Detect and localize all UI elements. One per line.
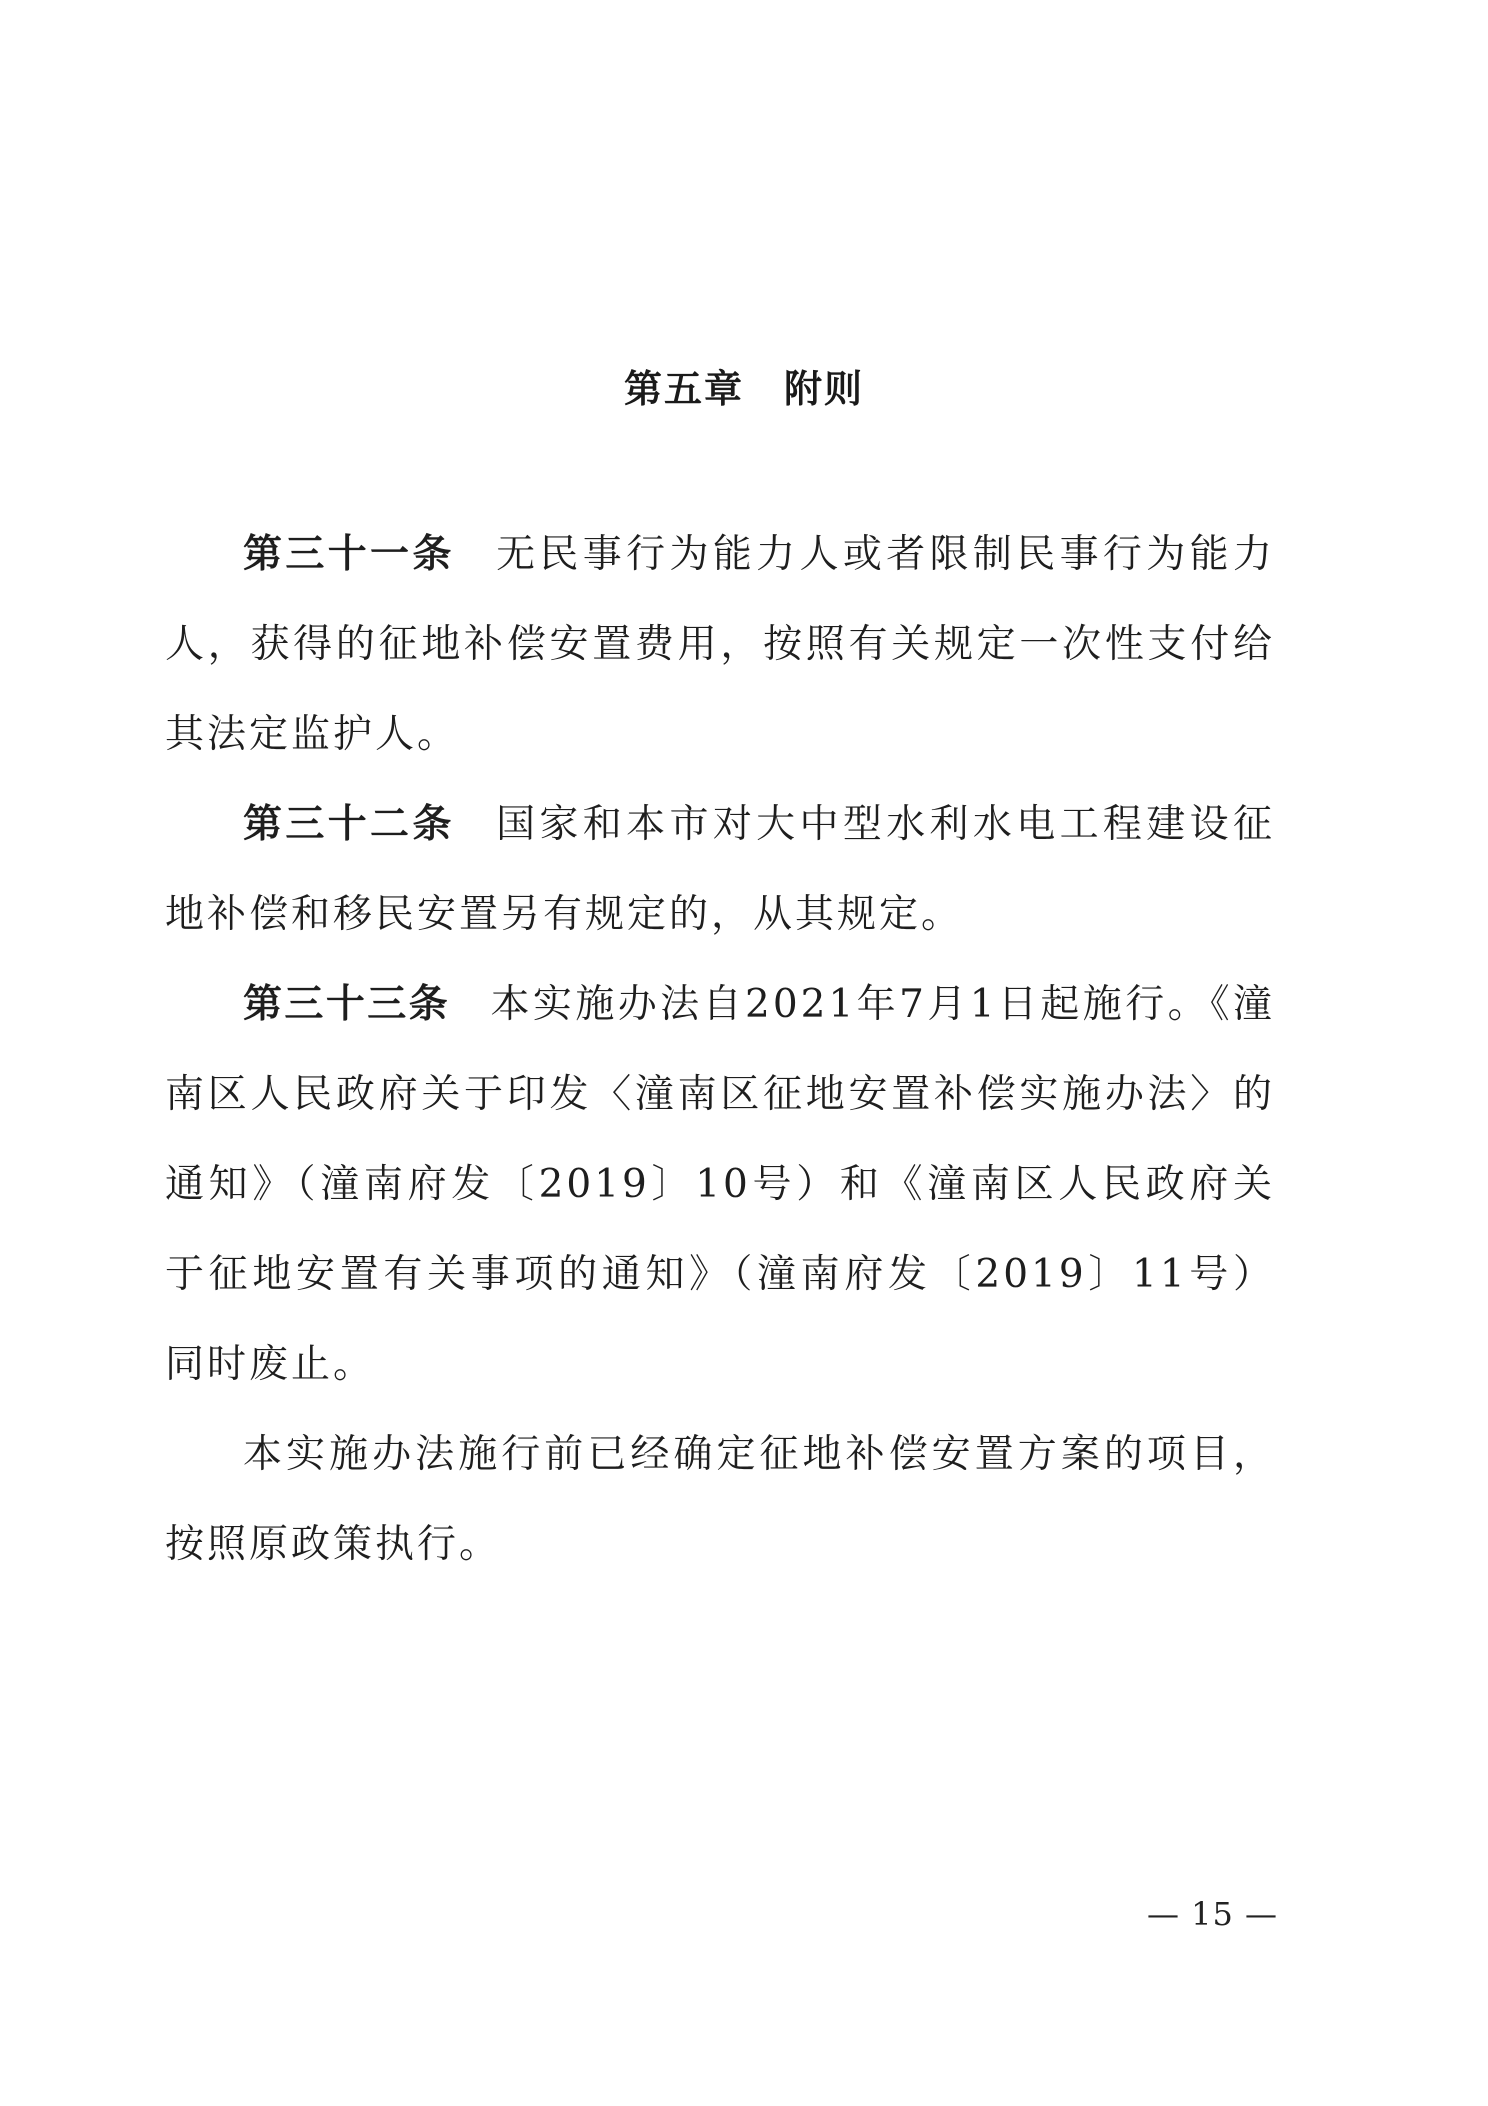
article-32-text: 国家和本市对大中型水利水电工程建设征地补偿和移民安置另有规定的，从其规定。 [165, 802, 1275, 937]
article-33-text: 本实施办法自2021年7月1日起施行。《潼南区人民政府关于印发〈潼南区征地安置补偿实施办法〉的通知》（潼南府发〔2019〕10号）和《潼南区人民政府关于征地安置有关事项的通知》（潼南府发〔2019〕11号）同时废止。 [165, 982, 1275, 1387]
closing-paragraph: 本实施办法施行前已经确定征地补偿安置方案的项目，按照原政策执行。 [165, 1432, 1275, 1567]
page-number: — 15 — [1146, 1895, 1278, 1933]
article-33-label: 第三十三条 [243, 982, 451, 1027]
chapter-title: 第五章 附则 [623, 367, 864, 411]
article-32 [165, 780, 1275, 960]
article-33 [165, 960, 1275, 1410]
article-32-label: 第三十二条 [243, 802, 455, 847]
article-31-label: 第三十一条 [243, 532, 455, 577]
article-31-text: 无民事行为能力人或者限制民事行为能力人，获得的征地补偿安置费用，按照有关规定一次性支付给其法定监护人。 [165, 532, 1275, 757]
article-31 [165, 510, 1275, 780]
document-body [165, 510, 1275, 1590]
